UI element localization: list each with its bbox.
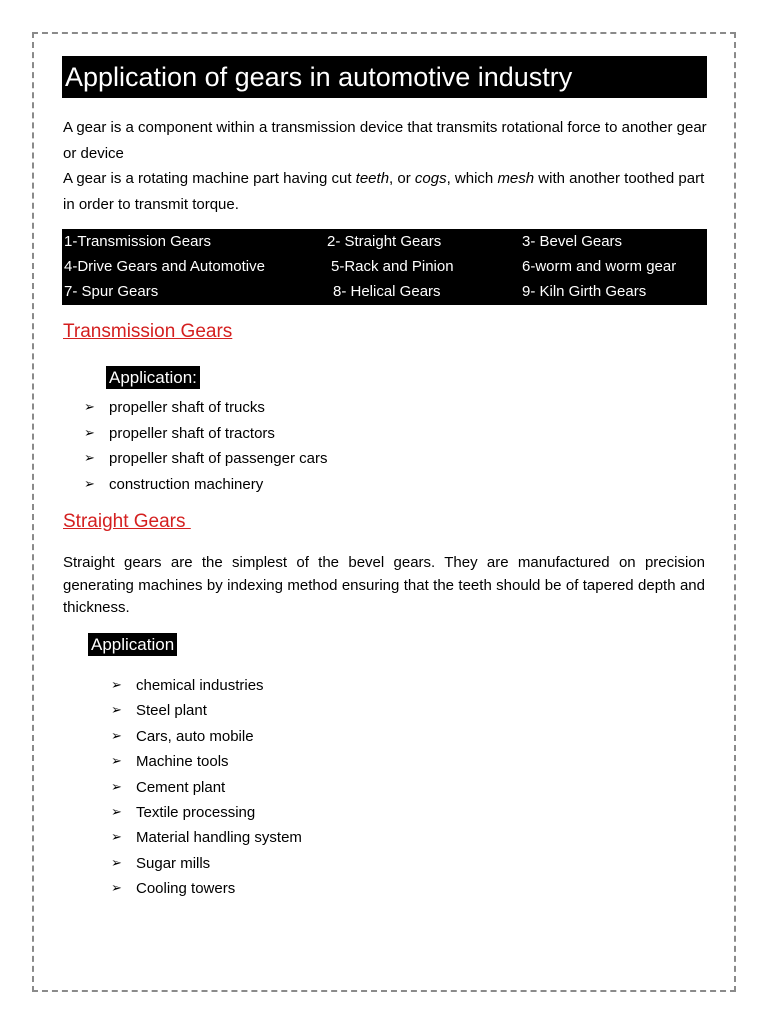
list-item: ➢ propeller shaft of tractors xyxy=(84,421,327,447)
arrow-bullet-icon: ➢ xyxy=(84,400,95,415)
gear-type-cell: 3- Bevel Gears xyxy=(522,233,623,250)
arrow-bullet-icon: ➢ xyxy=(111,830,122,846)
arrow-bullet-icon: ➢ xyxy=(111,855,122,871)
list-item: ➢ Cooling towers xyxy=(111,876,302,901)
gear-type-cell: 9- Kiln Girth Gears xyxy=(522,283,647,300)
gear-type-cell: 6-worm and worm gear xyxy=(522,258,677,275)
arrow-bullet-icon: ➢ xyxy=(84,425,95,441)
list-item: ➢ Cement plant xyxy=(111,775,302,800)
arrow-bullet-icon: ➢ xyxy=(111,703,122,719)
gear-type-cell: 7- Spur Gears xyxy=(64,283,159,300)
list-item: ➢ Steel plant xyxy=(111,698,302,723)
arrow-bullet-icon: ➢ xyxy=(111,779,122,795)
intro-definition: A gear is a component within a transmission device that transmits rotational force to another gear or device xyxy=(63,119,707,162)
transmission-application-list xyxy=(84,395,327,497)
list-item: ➢ propeller shaft of passenger cars xyxy=(84,446,327,472)
transmission-gears-heading: Transmission Gears xyxy=(63,321,233,342)
straight-application-list xyxy=(111,673,302,902)
straight-gears-heading: Straight Gears xyxy=(63,511,191,532)
list-item: ➢ chemical industries xyxy=(111,673,302,698)
term-cogs: cogs xyxy=(414,170,447,187)
list-item: ➢ Cars, auto mobile xyxy=(111,724,302,749)
gear-type-cell: 8- Helical Gears xyxy=(333,283,441,300)
arrow-bullet-icon: ➢ xyxy=(84,451,95,466)
term-teeth: teeth xyxy=(355,170,390,187)
gear-types-table xyxy=(62,229,707,305)
page-title: Application of gears in automotive industry xyxy=(62,56,707,98)
arrow-bullet-icon: ➢ xyxy=(111,805,122,821)
transmission-application-label: Application: xyxy=(106,366,200,389)
gear-type-cell: 2- Straight Gears xyxy=(327,233,442,250)
list-item: ➢ Textile processing xyxy=(111,800,302,825)
intro-text xyxy=(63,115,708,217)
straight-gears-paragraph: Straight gears are the simplest of the bevel gears. They are manufactured on precision generating machines by indexing method ensuring that the teeth should be of tapered depth and thickness. xyxy=(63,554,705,616)
intro-rotating-part: A gear is a rotating machine part having cut teeth, or cogs, which mesh with another toothed part in order to transmit torque. xyxy=(63,170,705,213)
list-item: ➢ Sugar mills xyxy=(111,851,302,876)
list-item: ➢ Machine tools xyxy=(111,749,302,774)
gear-type-cell: 1-Transmission Gears xyxy=(64,233,211,250)
gear-type-cell: 4-Drive Gears and Automotive xyxy=(64,258,265,275)
list-item: ➢ Material handling system xyxy=(111,825,302,850)
list-item: ➢ construction machinery xyxy=(84,472,327,498)
arrow-bullet-icon: ➢ xyxy=(111,678,122,693)
list-item: ➢ propeller shaft of trucks xyxy=(84,395,327,421)
straight-application-label: Application xyxy=(88,633,177,656)
arrow-bullet-icon: ➢ xyxy=(84,476,95,492)
arrow-bullet-icon: ➢ xyxy=(111,728,122,744)
arrow-bullet-icon: ➢ xyxy=(111,881,122,897)
gear-type-cell: 5-Rack and Pinion xyxy=(331,258,454,275)
term-mesh: mesh xyxy=(497,170,535,187)
arrow-bullet-icon: ➢ xyxy=(111,754,122,770)
